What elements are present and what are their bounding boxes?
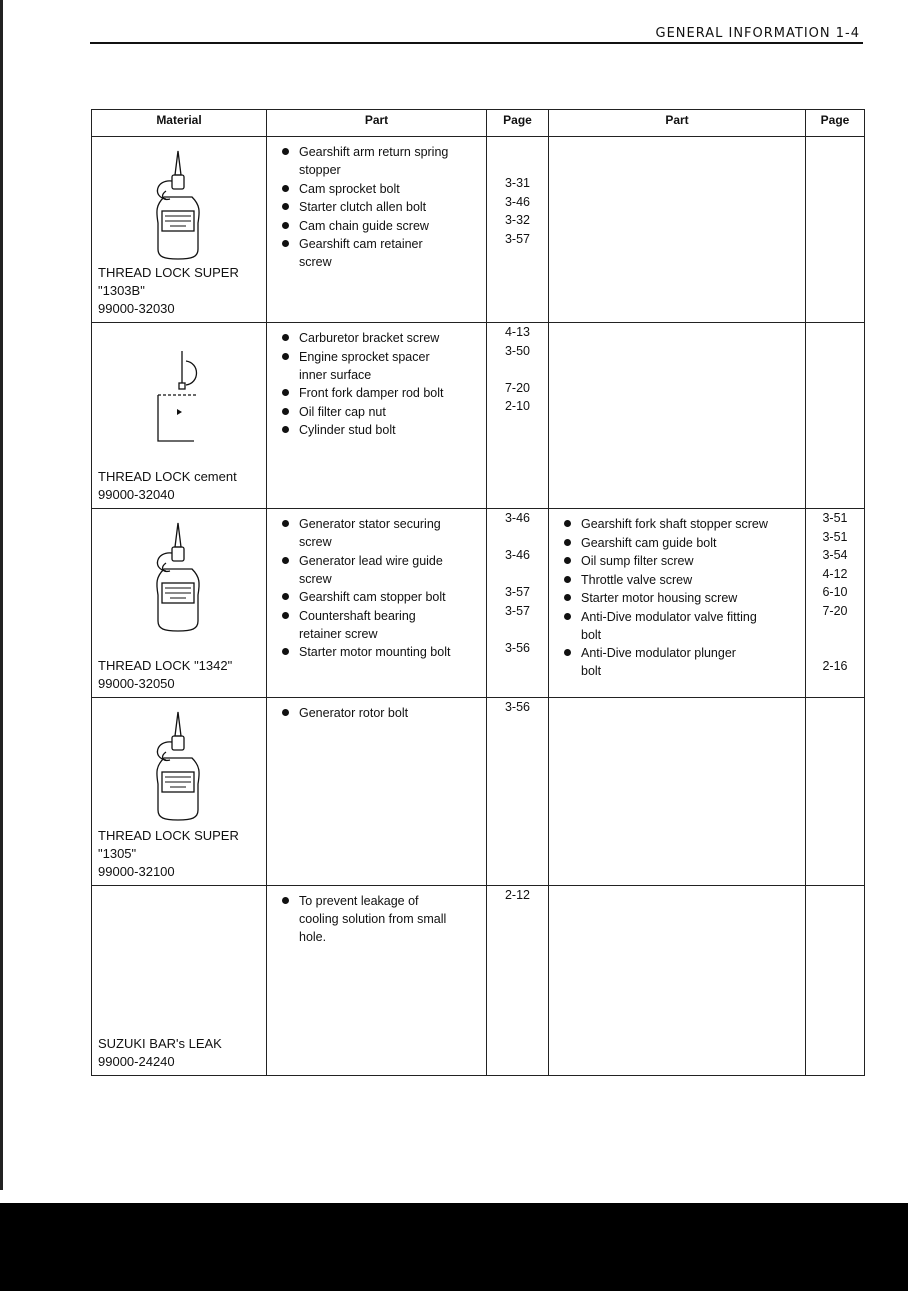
part-line: Anti-Dive modulator valve fitting — [581, 609, 757, 624]
part-cell-2 — [549, 509, 806, 697]
page-ref: 3-51 — [822, 529, 848, 544]
page-ref: 3-46 — [504, 511, 531, 526]
part-line: bolt — [581, 627, 602, 642]
page-ref — [806, 639, 864, 657]
page-ref: 7-20 — [822, 603, 848, 618]
part-cell — [267, 323, 487, 509]
material-line: "1303B" — [98, 283, 145, 299]
part-line: Gearshift cam guide bolt — [581, 535, 717, 550]
list-item — [281, 198, 482, 216]
part-line: Gearshift cam retainer — [299, 237, 423, 251]
part-line: stopper — [299, 163, 341, 177]
header-material: Material — [92, 110, 267, 137]
material-name — [98, 468, 237, 504]
material-line: 99000-32100 — [98, 863, 175, 879]
page-ref — [487, 528, 548, 546]
threadlock-bottle-icon — [142, 517, 212, 635]
page-ref: 3-57 — [504, 585, 531, 600]
page-cell-2 — [806, 885, 865, 1075]
list-item — [281, 403, 482, 421]
scan-footer-band — [0, 1203, 908, 1291]
page-ref: 2-16 — [822, 659, 848, 674]
part-line: Anti-Dive modulator plunger — [581, 646, 736, 661]
part-line: Generator stator securing — [299, 517, 441, 532]
part-line: Front fork damper rod bolt — [299, 386, 444, 401]
part-line: Gearshift arm return spring — [299, 145, 449, 159]
material-line: THREAD LOCK SUPER — [98, 265, 239, 281]
material-name — [98, 264, 239, 318]
parts-list — [267, 886, 486, 946]
part-cell-2 — [549, 697, 806, 885]
list-item — [563, 515, 801, 533]
part-cell — [267, 509, 487, 697]
header-page-2: Page — [806, 110, 865, 137]
page-cell-2 — [806, 137, 865, 323]
part-line: Starter clutch allen bolt — [299, 200, 427, 214]
page-ref — [487, 137, 548, 155]
material-line: SUZUKI BAR's LEAK — [98, 1036, 222, 1051]
page-header-title: GENERAL INFORMATION 1-4 — [655, 26, 860, 41]
material-line: 99000-24240 — [98, 1054, 175, 1069]
material-cell — [92, 323, 267, 509]
page-cell — [487, 137, 549, 323]
part-line: Cam sprocket bolt — [299, 181, 400, 196]
page-ref: 2-12 — [504, 887, 531, 902]
page-ref: 3-51 — [822, 511, 848, 526]
page-ref: 3-57 — [504, 603, 531, 618]
page-ref: 6-10 — [822, 585, 848, 600]
parts-list — [267, 698, 486, 722]
list-item — [281, 643, 482, 661]
part-line: screw — [299, 571, 332, 586]
part-line: Carburetor bracket screw — [299, 331, 440, 346]
part-line: hole. — [299, 929, 327, 944]
part-cell — [267, 697, 487, 885]
material-cell — [92, 697, 267, 885]
parts-list — [549, 323, 805, 329]
list-item — [563, 644, 801, 680]
part-line: Starter motor mounting bolt — [299, 645, 451, 660]
list-item — [281, 384, 482, 402]
materials-table — [91, 109, 865, 1076]
bottle-illustration — [142, 517, 212, 638]
list-item — [281, 552, 482, 588]
parts-list — [267, 323, 486, 439]
bottle-illustration — [142, 145, 212, 266]
part-line: Generator lead wire guide — [299, 553, 443, 568]
page-ref: 3-46 — [504, 548, 531, 563]
parts-list — [267, 137, 486, 271]
material-line: THREAD LOCK cement — [98, 469, 237, 485]
page-ref — [487, 565, 548, 583]
header-page: Page — [487, 110, 549, 137]
parts-list — [267, 509, 486, 661]
page-cell-2 — [806, 323, 865, 509]
page-ref: 3-31 — [504, 176, 531, 190]
part-line: Throttle valve screw — [581, 572, 693, 587]
list-item — [563, 571, 801, 589]
part-line: Oil filter cap nut — [299, 404, 386, 419]
header-rule — [90, 42, 863, 44]
threadlock-bottle-icon — [142, 706, 212, 824]
list-item — [281, 588, 482, 606]
list-item — [563, 608, 801, 644]
material-line: THREAD LOCK "1342" — [98, 657, 233, 673]
list-item — [563, 552, 801, 570]
part-line: screw — [299, 255, 332, 269]
table-row — [92, 697, 865, 885]
part-line: Cylinder stud bolt — [299, 423, 396, 438]
part-line: bolt — [581, 664, 602, 679]
bottle-illustration — [142, 331, 212, 452]
part-line: cooling solution from small — [299, 911, 447, 926]
list-item — [281, 515, 482, 551]
material-name — [98, 1035, 222, 1071]
page-ref: 3-32 — [504, 213, 531, 227]
material-cell — [92, 137, 267, 323]
part-line: Generator rotor bolt — [299, 705, 409, 720]
table-row — [92, 137, 865, 323]
page-ref: 3-56 — [504, 640, 531, 655]
page-ref: 4-13 — [504, 325, 531, 340]
list-item — [281, 235, 482, 271]
material-line: 99000-32030 — [98, 301, 175, 317]
page-ref: 3-50 — [504, 343, 531, 358]
table-header-row — [92, 110, 865, 137]
page-ref: 2-10 — [504, 399, 531, 414]
part-cell-2 — [549, 137, 806, 323]
part-line: Gearshift fork shaft stopper screw — [581, 517, 768, 532]
parts-list — [549, 137, 805, 143]
part-line: Countershaft bearing — [299, 608, 416, 623]
page-ref: 3-57 — [504, 231, 531, 246]
page-ref: 3-54 — [822, 548, 848, 563]
part-line: inner surface — [299, 367, 372, 382]
material-line: 99000-32040 — [98, 487, 175, 503]
part-line: retainer screw — [299, 626, 378, 641]
page-ref — [487, 156, 548, 174]
material-cell — [92, 885, 267, 1075]
cement-bottle-icon — [142, 331, 212, 449]
table-row — [92, 323, 865, 509]
part-line: Gearshift cam stopper bolt — [299, 590, 446, 605]
material-cell — [92, 509, 267, 697]
page-cell-2 — [806, 509, 865, 697]
list-item — [281, 704, 482, 722]
parts-list — [549, 886, 805, 892]
material-line: "1305" — [98, 845, 137, 861]
page-cell — [487, 323, 549, 509]
page-ref — [806, 620, 864, 638]
parts-list — [549, 509, 805, 680]
header-part-2: Part — [549, 110, 806, 137]
page-cell-2 — [806, 697, 865, 885]
threadlock-bottle-icon — [142, 145, 212, 263]
page-ref: 7-20 — [504, 380, 531, 395]
list-item — [281, 421, 482, 439]
part-line: To prevent leakage of — [299, 893, 419, 908]
page-cell — [487, 885, 549, 1075]
part-cell-2 — [549, 885, 806, 1075]
scan-edge — [0, 0, 3, 1190]
list-item — [281, 217, 482, 235]
header-part: Part — [267, 110, 487, 137]
list-item — [281, 329, 482, 347]
page-ref: 3-46 — [504, 194, 531, 209]
list-item — [563, 589, 801, 607]
list-item — [281, 892, 482, 946]
part-line: Oil sump filter screw — [581, 554, 694, 569]
page-ref: 4-12 — [822, 566, 848, 581]
material-line: 99000-32050 — [98, 675, 175, 691]
page-ref — [487, 360, 548, 378]
part-cell — [267, 885, 487, 1075]
page-cell — [487, 697, 549, 885]
bottle-illustration — [142, 706, 212, 827]
list-item — [281, 180, 482, 198]
part-line: Starter motor housing screw — [581, 591, 738, 606]
list-item — [281, 143, 482, 179]
part-line: Cam chain guide screw — [299, 218, 429, 233]
table-row — [92, 885, 865, 1075]
material-name — [98, 657, 232, 693]
material-line: THREAD LOCK SUPER — [98, 827, 239, 843]
page-ref — [487, 620, 548, 638]
part-line: screw — [299, 535, 332, 550]
page-ref: 3-56 — [504, 699, 531, 714]
list-item — [281, 607, 482, 643]
material-name — [98, 827, 239, 881]
page-cell — [487, 509, 549, 697]
part-line: Engine sprocket spacer — [299, 349, 430, 364]
list-item — [563, 534, 801, 552]
part-cell — [267, 137, 487, 323]
list-item — [281, 348, 482, 384]
table-row — [92, 509, 865, 697]
part-cell-2 — [549, 323, 806, 509]
parts-list — [549, 698, 805, 704]
